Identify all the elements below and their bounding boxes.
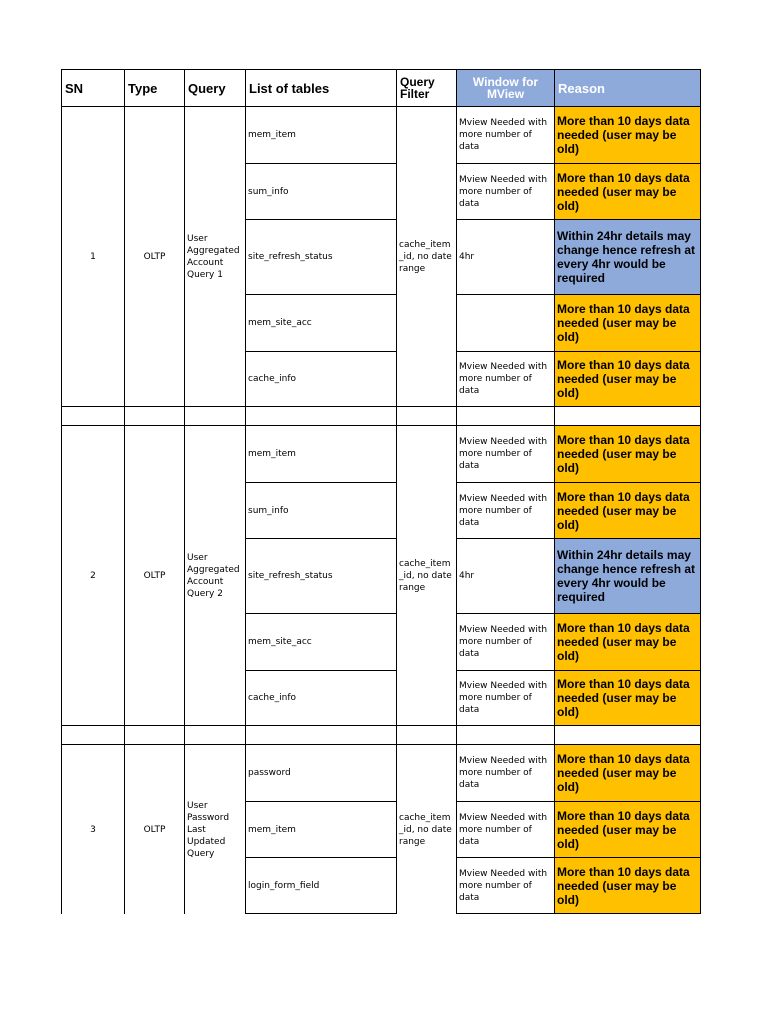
group-3-window-3: Mview Needed with more number of data (456, 857, 555, 914)
group-1-table-4: mem_site_acc (245, 294, 397, 352)
group-2-table-3: site_refresh_status (245, 538, 397, 614)
header-list-of-tables: List of tables (245, 69, 397, 107)
header-sn: SN (61, 69, 125, 107)
group-2-reason-5: More than 10 days data needed (user may be old) (554, 670, 701, 726)
group-2-window-2: Mview Needed with more number of data (456, 482, 555, 539)
group-1-reason-4: More than 10 days data needed (user may be old) (554, 294, 701, 352)
group-2-window-5: Mview Needed with more number of data (456, 670, 555, 726)
spacer-cell (61, 406, 125, 426)
group-3-table-2: mem_item (245, 801, 397, 858)
group-3-table-1: password (245, 744, 397, 802)
group-2-window-3: 4hr (456, 538, 555, 614)
group-1-table-5: cache_info (245, 351, 397, 407)
header-window-for-mview: Window for MView (456, 69, 555, 107)
group-1-type: OLTP (124, 106, 185, 407)
spacer-cell (245, 725, 397, 745)
spacer-cell (456, 725, 555, 745)
group-2-reason-1: More than 10 days data needed (user may be old) (554, 425, 701, 483)
spacer-cell (245, 406, 397, 426)
group-2-sn: 2 (61, 425, 125, 726)
group-2-table-5: cache_info (245, 670, 397, 726)
mview-requirements-table (61, 69, 701, 914)
group-2-reason-3: Within 24hr details may change hence refresh at every 4hr would be required (554, 538, 701, 614)
group-2-reason-4: More than 10 days data needed (user may be old) (554, 613, 701, 671)
group-2-type: OLTP (124, 425, 185, 726)
group-1-table-3: site_refresh_status (245, 219, 397, 295)
group-1-reason-5: More than 10 days data needed (user may be old) (554, 351, 701, 407)
group-2-window-4: Mview Needed with more number of data (456, 613, 555, 671)
group-1-table-1: mem_item (245, 106, 397, 164)
group-3-type: OLTP (124, 744, 185, 914)
group-1-reason-3: Within 24hr details may change hence refresh at every 4hr would be required (554, 219, 701, 295)
spacer-cell (554, 725, 701, 745)
group-1-window-2: Mview Needed with more number of data (456, 163, 555, 220)
group-1-table-2: sum_info (245, 163, 397, 220)
spacer-cell (396, 406, 457, 426)
header-type: Type (124, 69, 185, 107)
group-2-window-1: Mview Needed with more number of data (456, 425, 555, 483)
group-2-table-1: mem_item (245, 425, 397, 483)
group-1-window-1: Mview Needed with more number of data (456, 106, 555, 164)
group-3-window-2: Mview Needed with more number of data (456, 801, 555, 858)
spacer-cell (554, 406, 701, 426)
group-3-reason-2: More than 10 days data needed (user may be old) (554, 801, 701, 858)
spacer-cell (396, 725, 457, 745)
header-reason: Reason (554, 69, 701, 107)
group-2-reason-2: More than 10 days data needed (user may be old) (554, 482, 701, 539)
group-3-window-1: Mview Needed with more number of data (456, 744, 555, 802)
group-1-query: User Aggregated Account Query 1 (184, 106, 246, 407)
group-2-query: User Aggregated Account Query 2 (184, 425, 246, 726)
group-3-reason-1: More than 10 days data needed (user may be old) (554, 744, 701, 802)
group-1-sn: 1 (61, 106, 125, 407)
spacer-cell (184, 725, 246, 745)
group-2-query-filter: cache_item _id, no date range (396, 425, 457, 726)
group-1-reason-2: More than 10 days data needed (user may be old) (554, 163, 701, 220)
group-1-query-filter: cache_item _id, no date range (396, 106, 457, 407)
spacer-cell (124, 725, 185, 745)
group-1-reason-1: More than 10 days data needed (user may be old) (554, 106, 701, 164)
group-3-sn: 3 (61, 744, 125, 914)
group-3-query: User Password Last Updated Query (184, 744, 246, 914)
spacer-cell (456, 406, 555, 426)
spacer-cell (61, 725, 125, 745)
group-1-window-5: Mview Needed with more number of data (456, 351, 555, 407)
group-3-reason-3: More than 10 days data needed (user may be old) (554, 857, 701, 914)
group-1-window-4 (456, 294, 555, 352)
group-3-query-filter: cache_item _id, no date range (396, 744, 457, 914)
group-3-table-3: login_form_field (245, 857, 397, 914)
header-query: Query (184, 69, 246, 107)
group-2-table-4: mem_site_acc (245, 613, 397, 671)
group-2-table-2: sum_info (245, 482, 397, 539)
group-1-window-3: 4hr (456, 219, 555, 295)
header-query-filter: Query Filter (396, 69, 457, 107)
spacer-cell (184, 406, 246, 426)
spacer-cell (124, 406, 185, 426)
